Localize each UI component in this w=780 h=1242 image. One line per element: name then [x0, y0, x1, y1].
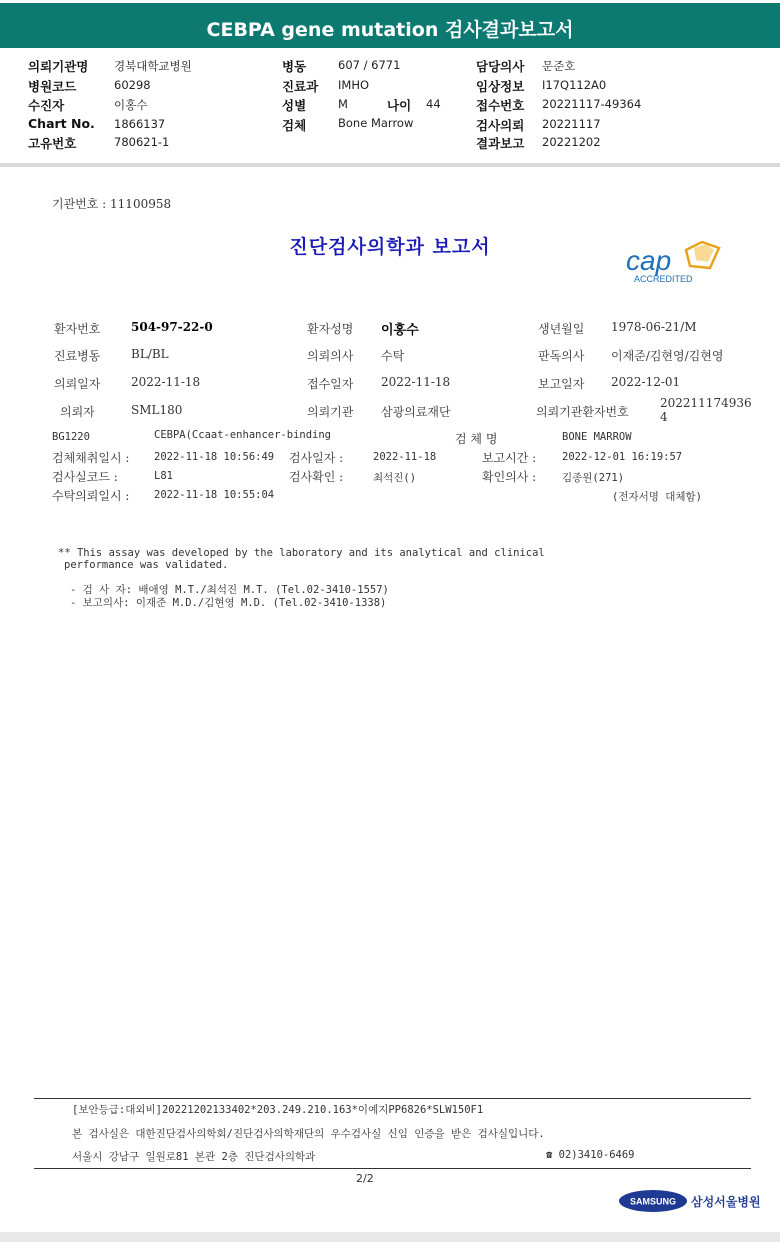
samsung-logo-icon: [618, 1189, 688, 1213]
test-name: CEBPA(Ccaat-enhancer-binding: [154, 429, 332, 441]
label-report-date: 보고일자: [538, 377, 585, 391]
e-signature-note: (전자서명 대체함): [612, 491, 702, 503]
value-institution-patient-no: 202211174936: [660, 396, 752, 410]
label-request-date: 의뢰일자: [54, 377, 101, 391]
label-clinical-info: 임상정보: [476, 79, 525, 94]
assay-note-line2: performance was validated.: [64, 559, 229, 571]
label-patient: 수진자: [28, 98, 65, 113]
label-accession-no: 접수번호: [476, 98, 525, 113]
value-sex: M: [338, 97, 348, 111]
value-accession-no: 20221117-49364: [542, 97, 642, 111]
label-department: 진료과: [282, 79, 319, 94]
value-ward-code: BL/BL: [131, 347, 169, 361]
report-header-title: CEBPA gene mutation 검사결과보고서: [206, 19, 574, 41]
value-test-date: 2022-11-18: [373, 451, 437, 463]
value-confirm-doctor: 김종원(271): [562, 472, 625, 484]
value-report-date: 2022-12-01: [611, 375, 681, 389]
value-unique-no: 780621-1: [114, 135, 170, 149]
value-requesting-doctor: 수탁: [381, 349, 405, 363]
samsung-hospital-logo: [618, 1189, 761, 1215]
label-institution-patient-no: 의뢰기관환자번호: [536, 405, 629, 419]
value-request-date: 2022-11-18: [131, 375, 201, 389]
address-line: 서울시 강남구 일원로81 본관 2층 진단검사의학과: [72, 1151, 316, 1163]
label-age: 나이: [387, 98, 412, 113]
label-ward-code: 진료병동: [54, 349, 101, 363]
value-receipt-date: 2022-11-18: [381, 375, 451, 389]
label-test-confirm: 검사확인 :: [289, 470, 344, 484]
label-test-request: 검사의뢰: [476, 118, 525, 133]
report-title: 진단검사의학과 보고서: [289, 236, 491, 258]
label-ward: 병동: [282, 59, 307, 74]
label-hospital-code: 병원코드: [28, 79, 77, 94]
footer-bottom-line: [34, 1168, 751, 1169]
value-test-confirm: 최석진(): [373, 472, 417, 484]
value-specimen: Bone Marrow: [338, 116, 414, 130]
value-specimen-name: BONE MARROW: [562, 431, 632, 443]
value-clinical-info: I17Q112A0: [542, 78, 607, 92]
label-sex: 성별: [282, 98, 307, 113]
cap-logo-subtext: ACCREDITED: [634, 274, 693, 284]
label-requesting-org: 의뢰기관명: [28, 59, 89, 74]
label-unique-no: 고유번호: [28, 136, 77, 151]
cap-logo-graphic: [624, 238, 734, 288]
bottom-bar: [0, 1232, 780, 1242]
test-code: BG1220: [52, 431, 90, 443]
value-chart-no: 1866137: [114, 117, 166, 131]
label-confirm-doctor: 확인의사 :: [482, 470, 537, 484]
label-requesting-doctor: 의뢰의사: [307, 349, 354, 363]
cap-accredited-logo: [624, 238, 734, 288]
value-result-report: 20221202: [542, 135, 601, 149]
cap-logo-text: cap: [626, 245, 672, 276]
value-patient-number: 504-97-22-0: [131, 320, 213, 334]
value-patient: 이홍수: [114, 98, 148, 112]
institution-number: 기관번호 : 11100958: [52, 197, 172, 211]
label-reading-doctor: 판독의사: [538, 349, 585, 363]
label-consign-time: 수탁의뢰일시 :: [52, 489, 130, 503]
page-number: 2/2: [356, 1172, 374, 1185]
value-requesting-institution: 삼광의료재단: [381, 405, 451, 419]
value-birth-date: 1978-06-21/M: [611, 320, 697, 334]
value-institution-patient-no-cont: 4: [660, 410, 668, 424]
phone-line: ☎ 02)3410-6469: [546, 1149, 635, 1161]
header-divider: [0, 163, 780, 167]
label-chart-no: Chart No.: [28, 116, 95, 131]
value-test-request: 20221117: [542, 117, 601, 131]
value-requesting-org: 경북대학교병원: [114, 59, 192, 73]
label-receipt-date: 접수일자: [307, 377, 354, 391]
label-lab-code: 검사실코드 :: [52, 470, 118, 484]
label-patient-name: 환자성명: [307, 322, 354, 336]
value-department: IMHO: [338, 78, 370, 92]
value-consign-time: 2022-11-18 10:55:04: [154, 489, 275, 501]
security-line: [보안등급:대외비]20221202133402*203.249.210.163*이예지PP6826*SLW150F1: [72, 1104, 484, 1116]
label-patient-number: 환자번호: [54, 322, 101, 336]
samsung-wordmark: SAMSUNG: [629, 1196, 677, 1207]
value-hospital-code: 60298: [114, 78, 151, 92]
value-ward: 607 / 6771: [338, 58, 401, 72]
value-reading-doctor: 이재준/김현영/김현영: [611, 349, 724, 363]
reporter-line: - 보고의사: 이재준 M.D./김현영 M.D. (Tel.02-3410-1338): [70, 597, 387, 609]
label-physician: 담당의사: [476, 59, 525, 74]
value-requester: SML180: [131, 403, 183, 417]
label-specimen: 검체: [282, 118, 307, 133]
value-collect-time: 2022-11-18 10:56:49: [154, 451, 275, 463]
footer-top-line: [34, 1098, 751, 1099]
value-physician: 문준호: [542, 59, 576, 73]
label-specimen-name: 검 체 명: [455, 432, 498, 446]
label-result-report: 결과보고: [476, 136, 525, 151]
value-report-time: 2022-12-01 16:19:57: [562, 451, 683, 463]
label-report-time: 보고시간 :: [482, 451, 537, 465]
value-age: 44: [426, 97, 441, 111]
label-birth-date: 생년월일: [538, 322, 585, 336]
label-requesting-institution: 의뢰기관: [307, 405, 354, 419]
label-test-date: 검사일자 :: [289, 451, 344, 465]
label-collect-time: 검체채취일시 :: [52, 451, 130, 465]
certification-line: 본 검사실은 대한진단검사의학회/진단검사의학재단의 우수검사실 신임 인증을 받은 검사실입니다.: [72, 1128, 545, 1140]
value-lab-code: L81: [154, 470, 173, 482]
assay-note-line1: ** This assay was developed by the laboratory and its analytical and clinical: [58, 547, 545, 559]
hospital-name: 삼성서울병원: [691, 1195, 761, 1209]
title-bar: [0, 0, 780, 48]
label-requester: 의뢰자: [60, 405, 95, 419]
value-patient-name: 이홍수: [381, 323, 419, 338]
tester-line: - 검 사 자: 배애영 M.T./최석진 M.T. (Tel.02-3410-1557): [70, 584, 389, 596]
